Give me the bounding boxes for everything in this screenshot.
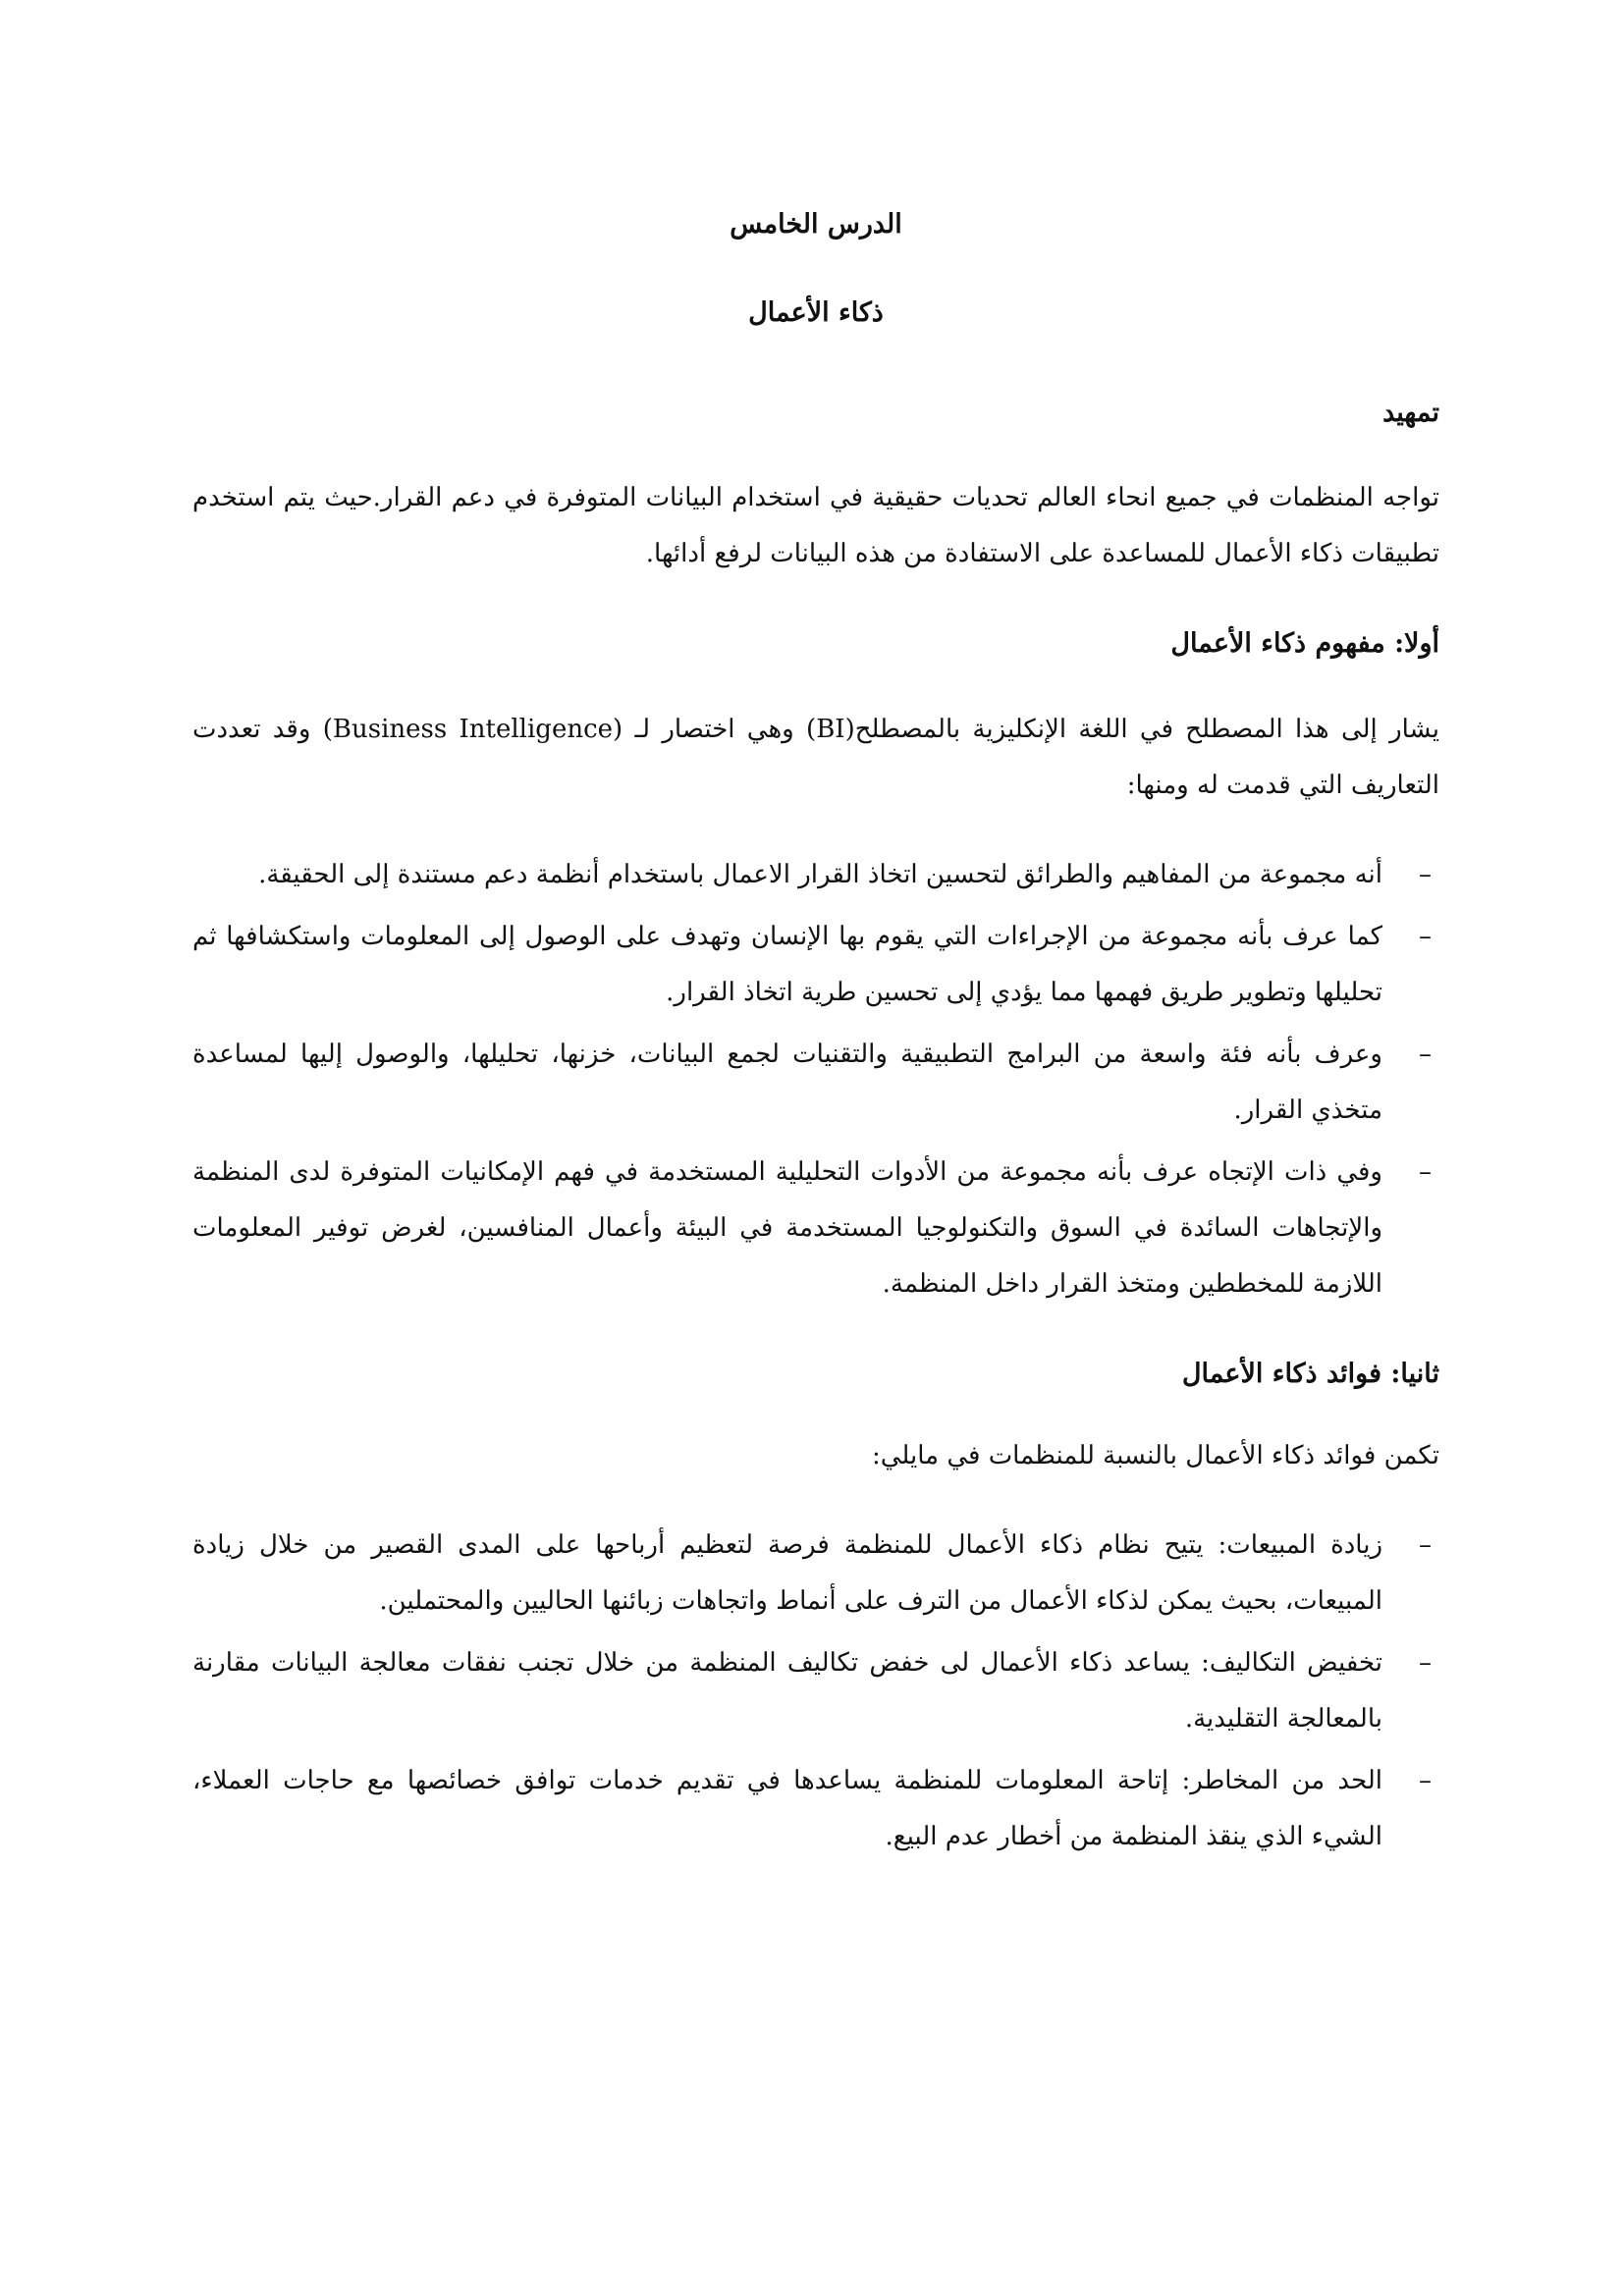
list-item-text: الحد من المخاطر: إتاحة المعلومات للمنظمة يساعدها في تقديم خدمات توافق خصائصها مع حاجات العملاء، الشيء الذي ينقذ المنظمة من أخطار عدم البيع. [192,1765,1382,1851]
dash-bullet: – [1419,1765,1432,1795]
list-item [192,1518,1439,1629]
lesson-title: الدرس الخامس [730,209,902,240]
definition-paragraph [192,702,1439,814]
list-item-text: وعرف بأنه فئة واسعة من البرامج التطبيقية والتقنيات لجمع البيانات، خزنها، تحليلها، والوصول إليها لمساعدة متخذي القرار. [192,1040,1382,1126]
list-item [192,847,1439,903]
list-item [192,1027,1439,1139]
dash-bullet: – [1419,1647,1432,1678]
definition-text-before: يشار إلى هذا المصطلح في اللغة الإنكليزية بالمصطلح(BI) وهي اختصار لـ ( [613,715,1439,745]
intro-heading: تمهيد [1382,397,1439,428]
benefits-intro: تكمن فوائد ذكاء الأعمال بالنسبة للمنظمات في مايلي: [871,1440,1439,1470]
dash-bullet: – [1419,1157,1432,1188]
intro-paragraph: تواجه المنظمات في جميع انحاء العالم تحديات حقيقية في استخدام البيانات المتوفرة في دعم القرار.حيث يتم استخدم تطبيقات ذكاء الأعمال للمساعدة على الاستفادة من هذه البيانات لرفع أدائها. [192,483,1439,569]
dash-bullet: – [1419,922,1432,952]
list-item-text: زيادة المبيعات: يتيح نظام ذكاء الأعمال للمنظمة فرصة لتعظيم أرباحها على المدى القصير من خلال زيادة المبيعات، بحيث يمكن لذكاء الأعمال من الترف على أنماط واتجاهات زبائنها الحاليين والمحتملين. [192,1529,1382,1616]
definition-text-after: ) وقد تعددت التعاريف التي قدمت له ومنها: [192,715,1439,801]
list-item [192,1145,1439,1312]
list-item [192,1753,1439,1865]
dash-bullet: – [1419,1529,1432,1560]
definitions-list [192,847,1439,1312]
list-item-text: أنه مجموعة من المفاهيم والطرائق لتحسين اتخاذ القرار الاعمال باستخدام أنظمة دعم مستندة إلى الحقيقة. [258,860,1382,890]
benefits-list [192,1518,1439,1865]
document-page [192,177,1439,1871]
dash-bullet: – [1419,860,1432,890]
list-item-text: وفي ذات الإتجاه عرف بأنه مجموعة من الأدوات التحليلية المستخدمة في فهم الإمكانيات المتوفرة لدى المنظمة والإتجاهات السائدة في السوق والتكنولوجيا المستخدمة في البيئة وأعمال المنافسين، لغرض توفير المعلومات اللازمة للمخططين ومتخذ القرار داخل المنظمة. [192,1157,1382,1300]
list-item-text: تخفيض التكاليف: يساعد ذكاء الأعمال لى خفض تكاليف المنظمة من خلال تجنب نفقات معالجة البيانات مقارنة بالمعالجة التقليدية. [192,1647,1382,1734]
dash-bullet: – [1419,1040,1432,1070]
definition-english-term: Business Intelligence [332,715,614,745]
section1-heading: أولا: مفهوم ذكاء الأعمال [1170,628,1439,660]
list-item-text: كما عرف بأنه مجموعة من الإجراءات التي يقوم بها الإنسان وتهدف على الوصول إلى المعلومات واستكشافها ثم تحليلها وتطوير طريق فهمها مما يؤدي إلى تحسين طرية اتخاذ القرار. [192,922,1382,1008]
list-item [192,1635,1439,1747]
list-item [192,909,1439,1021]
section2-heading: ثانيا: فوائد ذكاء الأعمال [1181,1359,1439,1390]
lesson-subtitle: ذكاء الأعمال [748,296,884,328]
